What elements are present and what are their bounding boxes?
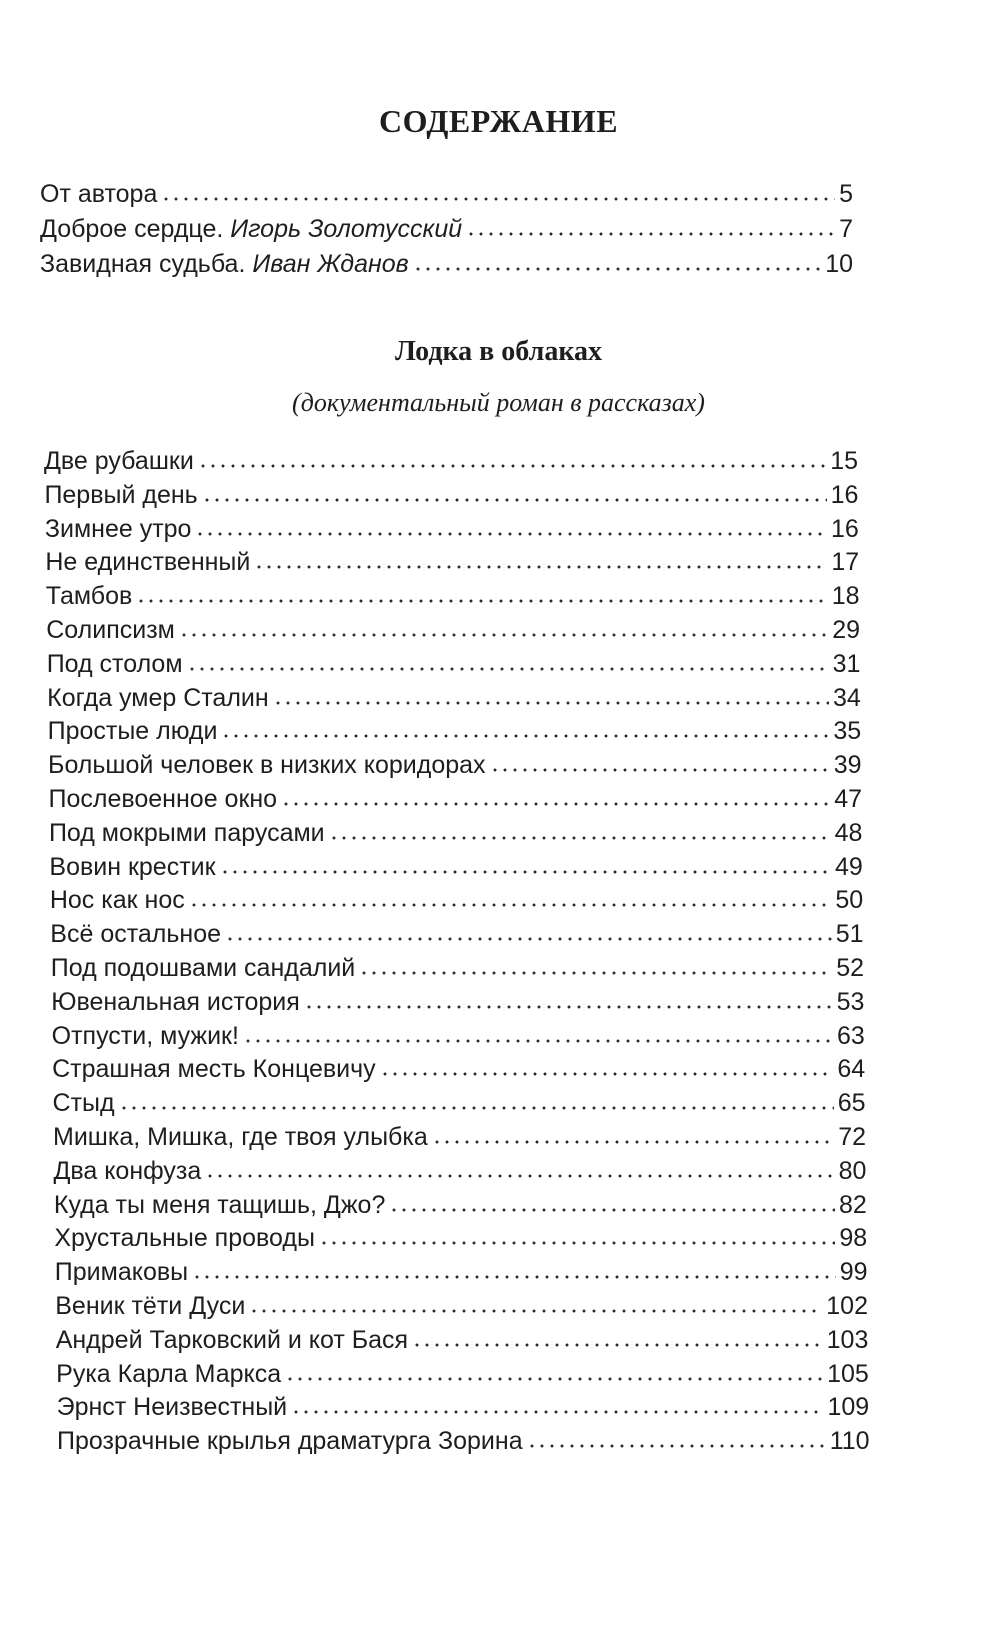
dot-leader (243, 1038, 833, 1044)
toc-entry-page-number: 39 (833, 751, 862, 780)
toc-entry (40, 250, 853, 279)
toc-entry (45, 515, 859, 544)
toc-entry-title (50, 920, 221, 949)
toc-entry-title (51, 954, 356, 983)
toc-entry-title (56, 1360, 281, 1389)
toc-entry (53, 1157, 866, 1186)
toc-entry-title-text: Когда умер Сталин (47, 683, 269, 712)
toc-entry-title (53, 1157, 201, 1186)
toc-entry (56, 1326, 869, 1355)
toc-entry (40, 215, 853, 244)
toc-entry (51, 988, 864, 1017)
toc-entry-title (47, 684, 269, 713)
toc-entry-title (44, 481, 197, 510)
dot-leader (136, 598, 828, 604)
toc-entry-page-number: 31 (832, 649, 861, 678)
toc-entry-page-number: 49 (834, 852, 863, 881)
toc-entry-title (54, 1224, 315, 1253)
toc-entry-title-text: Вовин крестик (49, 852, 216, 881)
dot-leader (119, 1105, 834, 1111)
toc-entry-page-number: 63 (836, 1021, 865, 1050)
toc-entry-title (57, 1393, 288, 1422)
toc-entry-page-number: 53 (836, 987, 865, 1016)
dot-leader (291, 1409, 823, 1415)
dot-leader (304, 1004, 833, 1010)
toc-entry (51, 954, 864, 983)
toc-entry (52, 1022, 865, 1051)
toc-entry-title (45, 548, 250, 577)
toc-entry-page-number: 103 (826, 1325, 869, 1354)
dot-leader (412, 1342, 823, 1348)
toc-entry-title-text: Большой человек в низких коридорах (48, 751, 486, 780)
toc-entry-title-text: Послевоенное окно (48, 785, 278, 813)
toc-entry-title-text: Первый день (44, 480, 198, 509)
section-title: Лодка в облаках (394, 336, 603, 367)
toc-entry-page-number: 10 (825, 250, 853, 278)
toc-entry (48, 717, 862, 746)
toc-entry-page-number: 15 (830, 447, 858, 475)
toc-entry-title-text: Ювенальная история (51, 987, 300, 1016)
dot-leader (198, 463, 826, 469)
dot-leader (413, 266, 821, 272)
dot-leader (179, 632, 828, 638)
toc-entry (53, 1089, 866, 1118)
dot-leader (466, 231, 835, 237)
dot-leader (202, 497, 827, 503)
toc-entry-page-number: 110 (829, 1427, 870, 1456)
toc-entry-page-number: 18 (831, 582, 860, 611)
toc-entry-page-number: 35 (833, 717, 862, 746)
toc-entry-page-number: 82 (838, 1190, 867, 1219)
toc-entry-title-text: Солипсизм (46, 616, 175, 644)
toc-entry-title (55, 1258, 188, 1287)
dot-leader (205, 1173, 834, 1179)
toc-entry-title-text: Зимнее утро (44, 514, 192, 543)
toc-entry-title-text: От автора (40, 180, 158, 208)
toc-entry-page-number: 48 (834, 818, 863, 847)
toc-entry-title-text: Хрустальные проводы (54, 1224, 315, 1253)
toc-entry-title-text: Простые люди (47, 717, 218, 746)
toc-entry-title-text: Два конфуза (53, 1156, 202, 1185)
toc-entry-title (51, 988, 300, 1017)
toc-entry-title (50, 886, 185, 915)
toc-entry (49, 819, 862, 848)
toc-entry-title (46, 616, 175, 645)
dot-leader (490, 767, 830, 773)
dot-leader (319, 1240, 835, 1246)
toc-entry-title (47, 650, 183, 679)
toc-entry-title (48, 717, 218, 746)
toc-entry-title-text: Две рубашки (44, 447, 194, 475)
toc-entry-page-number: 72 (838, 1123, 866, 1151)
toc-entry (53, 1123, 866, 1152)
toc-entry-title-text: Под мокрыми парусами (48, 818, 325, 847)
toc-entry-page-number: 52 (836, 954, 864, 982)
toc-entry-page-number: 105 (827, 1359, 869, 1388)
dot-leader (195, 531, 827, 537)
toc-entry-title-text: Под подошвами сандалий (50, 954, 356, 982)
toc-entry-page-number: 51 (835, 920, 864, 949)
toc-entry (48, 751, 862, 780)
dot-leader (221, 733, 829, 739)
dot-leader (192, 1274, 836, 1280)
toc-entry-author: Иван Жданов (252, 250, 409, 278)
toc-entry-title (49, 819, 325, 848)
toc-entry-title (40, 250, 409, 279)
toc-entry (45, 548, 859, 577)
dot-leader (380, 1071, 834, 1077)
dot-leader (329, 835, 831, 841)
toc-entry (56, 1360, 869, 1389)
toc-entry (44, 447, 858, 476)
toc-entry-title-text: Отпусти, мужик! (51, 1021, 239, 1050)
dot-leader (161, 196, 835, 202)
toc-entry-title-text: Страшная месть Концевичу (52, 1055, 376, 1084)
toc-entry-title (46, 582, 132, 611)
dot-leader (273, 700, 829, 706)
toc-entry-page-number: 29 (832, 616, 860, 644)
toc-entry-title-text: Нос как нос (49, 886, 185, 915)
dot-leader (527, 1443, 826, 1449)
toc-entry-page-number: 99 (839, 1258, 868, 1287)
toc-entry (54, 1191, 867, 1220)
toc-entry-page-number: 47 (834, 785, 862, 813)
toc-entry (47, 650, 861, 679)
toc-entry-title-text: Тамбов (45, 582, 133, 611)
toc-entry (55, 1292, 868, 1321)
dot-leader (285, 1376, 823, 1382)
toc-entry-page-number: 5 (839, 180, 853, 208)
page-title: СОДЕРЖАНИЕ (378, 103, 619, 139)
toc-entry-title (45, 515, 192, 544)
toc-entry (57, 1427, 870, 1456)
toc-entry-title-text: Мишка, Мишка, где твоя улыбка (53, 1123, 428, 1151)
toc-entry (40, 180, 853, 209)
toc-entry-title (54, 1191, 385, 1220)
toc-entry (52, 1055, 865, 1084)
dot-leader (220, 869, 831, 875)
dot-leader (189, 902, 832, 908)
toc-entry-page-number: 98 (839, 1224, 868, 1253)
toc-entry-page-number: 50 (835, 886, 864, 915)
toc-entry-title (49, 853, 215, 882)
toc-entry (49, 785, 863, 814)
toc-entry-title (49, 785, 278, 814)
toc-entry-title-text: Рука Карла Маркса (56, 1359, 282, 1388)
toc-entry-title-text: Куда ты меня тащишь, Джо? (53, 1190, 386, 1219)
toc-entry-title-text: Прозрачные крылья драматурга Зорина (57, 1427, 523, 1456)
toc-entry-title (56, 1326, 408, 1355)
toc-entry (54, 1224, 867, 1253)
toc-entry-title-text: Завидная судьба. (40, 250, 253, 278)
toc-entry (44, 481, 858, 510)
toc-entry-title-text: Доброе сердце. (40, 215, 231, 243)
toc-entry (47, 684, 861, 713)
toc-entry-title (55, 1292, 245, 1321)
toc-entry-page-number: 102 (826, 1292, 868, 1320)
dot-leader (359, 970, 832, 976)
toc-entry (50, 920, 863, 949)
toc-entry-title-text: Андрей Тарковский и кот Бася (55, 1325, 409, 1354)
dot-leader (225, 936, 832, 942)
toc-entry-title (52, 1022, 239, 1051)
toc-entry-title (53, 1089, 115, 1118)
toc-entry-title-text: Веник тёти Дуси (55, 1292, 246, 1320)
toc-entry-author: Игорь Золотусский (230, 215, 463, 243)
toc-entry (46, 616, 860, 645)
dot-leader (187, 666, 829, 672)
toc-entry-page-number: 34 (832, 683, 861, 712)
toc-entry-title-text: Не единственный (45, 548, 251, 577)
toc-entry-page-number: 64 (837, 1055, 866, 1084)
toc-entry-title (53, 1123, 428, 1152)
dot-leader (389, 1207, 835, 1213)
toc-entry-page-number: 109 (827, 1393, 870, 1422)
toc-entry-page-number: 16 (830, 480, 859, 509)
dot-leader (432, 1139, 834, 1145)
toc-entry (46, 582, 860, 611)
toc-entry-page-number: 65 (837, 1089, 866, 1118)
toc-entry-page-number: 16 (830, 514, 859, 543)
toc-entry-page-number: 7 (839, 215, 853, 243)
toc-entry-title-text: Примаковы (54, 1258, 189, 1287)
toc-entry-title (48, 751, 486, 780)
dot-leader (249, 1308, 822, 1314)
toc-entry-title-text: Стыд (52, 1089, 115, 1118)
toc-entry-title (52, 1055, 376, 1084)
toc-entry-title-text: Эрнст Неизвестный (56, 1393, 288, 1422)
toc-entry-title (57, 1427, 523, 1456)
toc-entry (50, 886, 863, 915)
toc-entry-title (44, 447, 194, 476)
toc-entry-title (40, 180, 157, 209)
dot-leader (254, 564, 827, 570)
toc-entry-page-number: 17 (831, 548, 860, 577)
dot-leader (281, 801, 830, 807)
toc-entry-title (40, 215, 462, 244)
toc-entry-title-text: Всё остальное (50, 920, 222, 949)
toc-entry-page-number: 80 (838, 1156, 867, 1185)
toc-entry (55, 1258, 868, 1287)
section-subtitle: (документальный роман в рассказах) (292, 388, 705, 417)
toc-entry (49, 853, 862, 882)
toc-entry-title-text: Под столом (46, 649, 183, 678)
toc-entry (57, 1393, 870, 1422)
